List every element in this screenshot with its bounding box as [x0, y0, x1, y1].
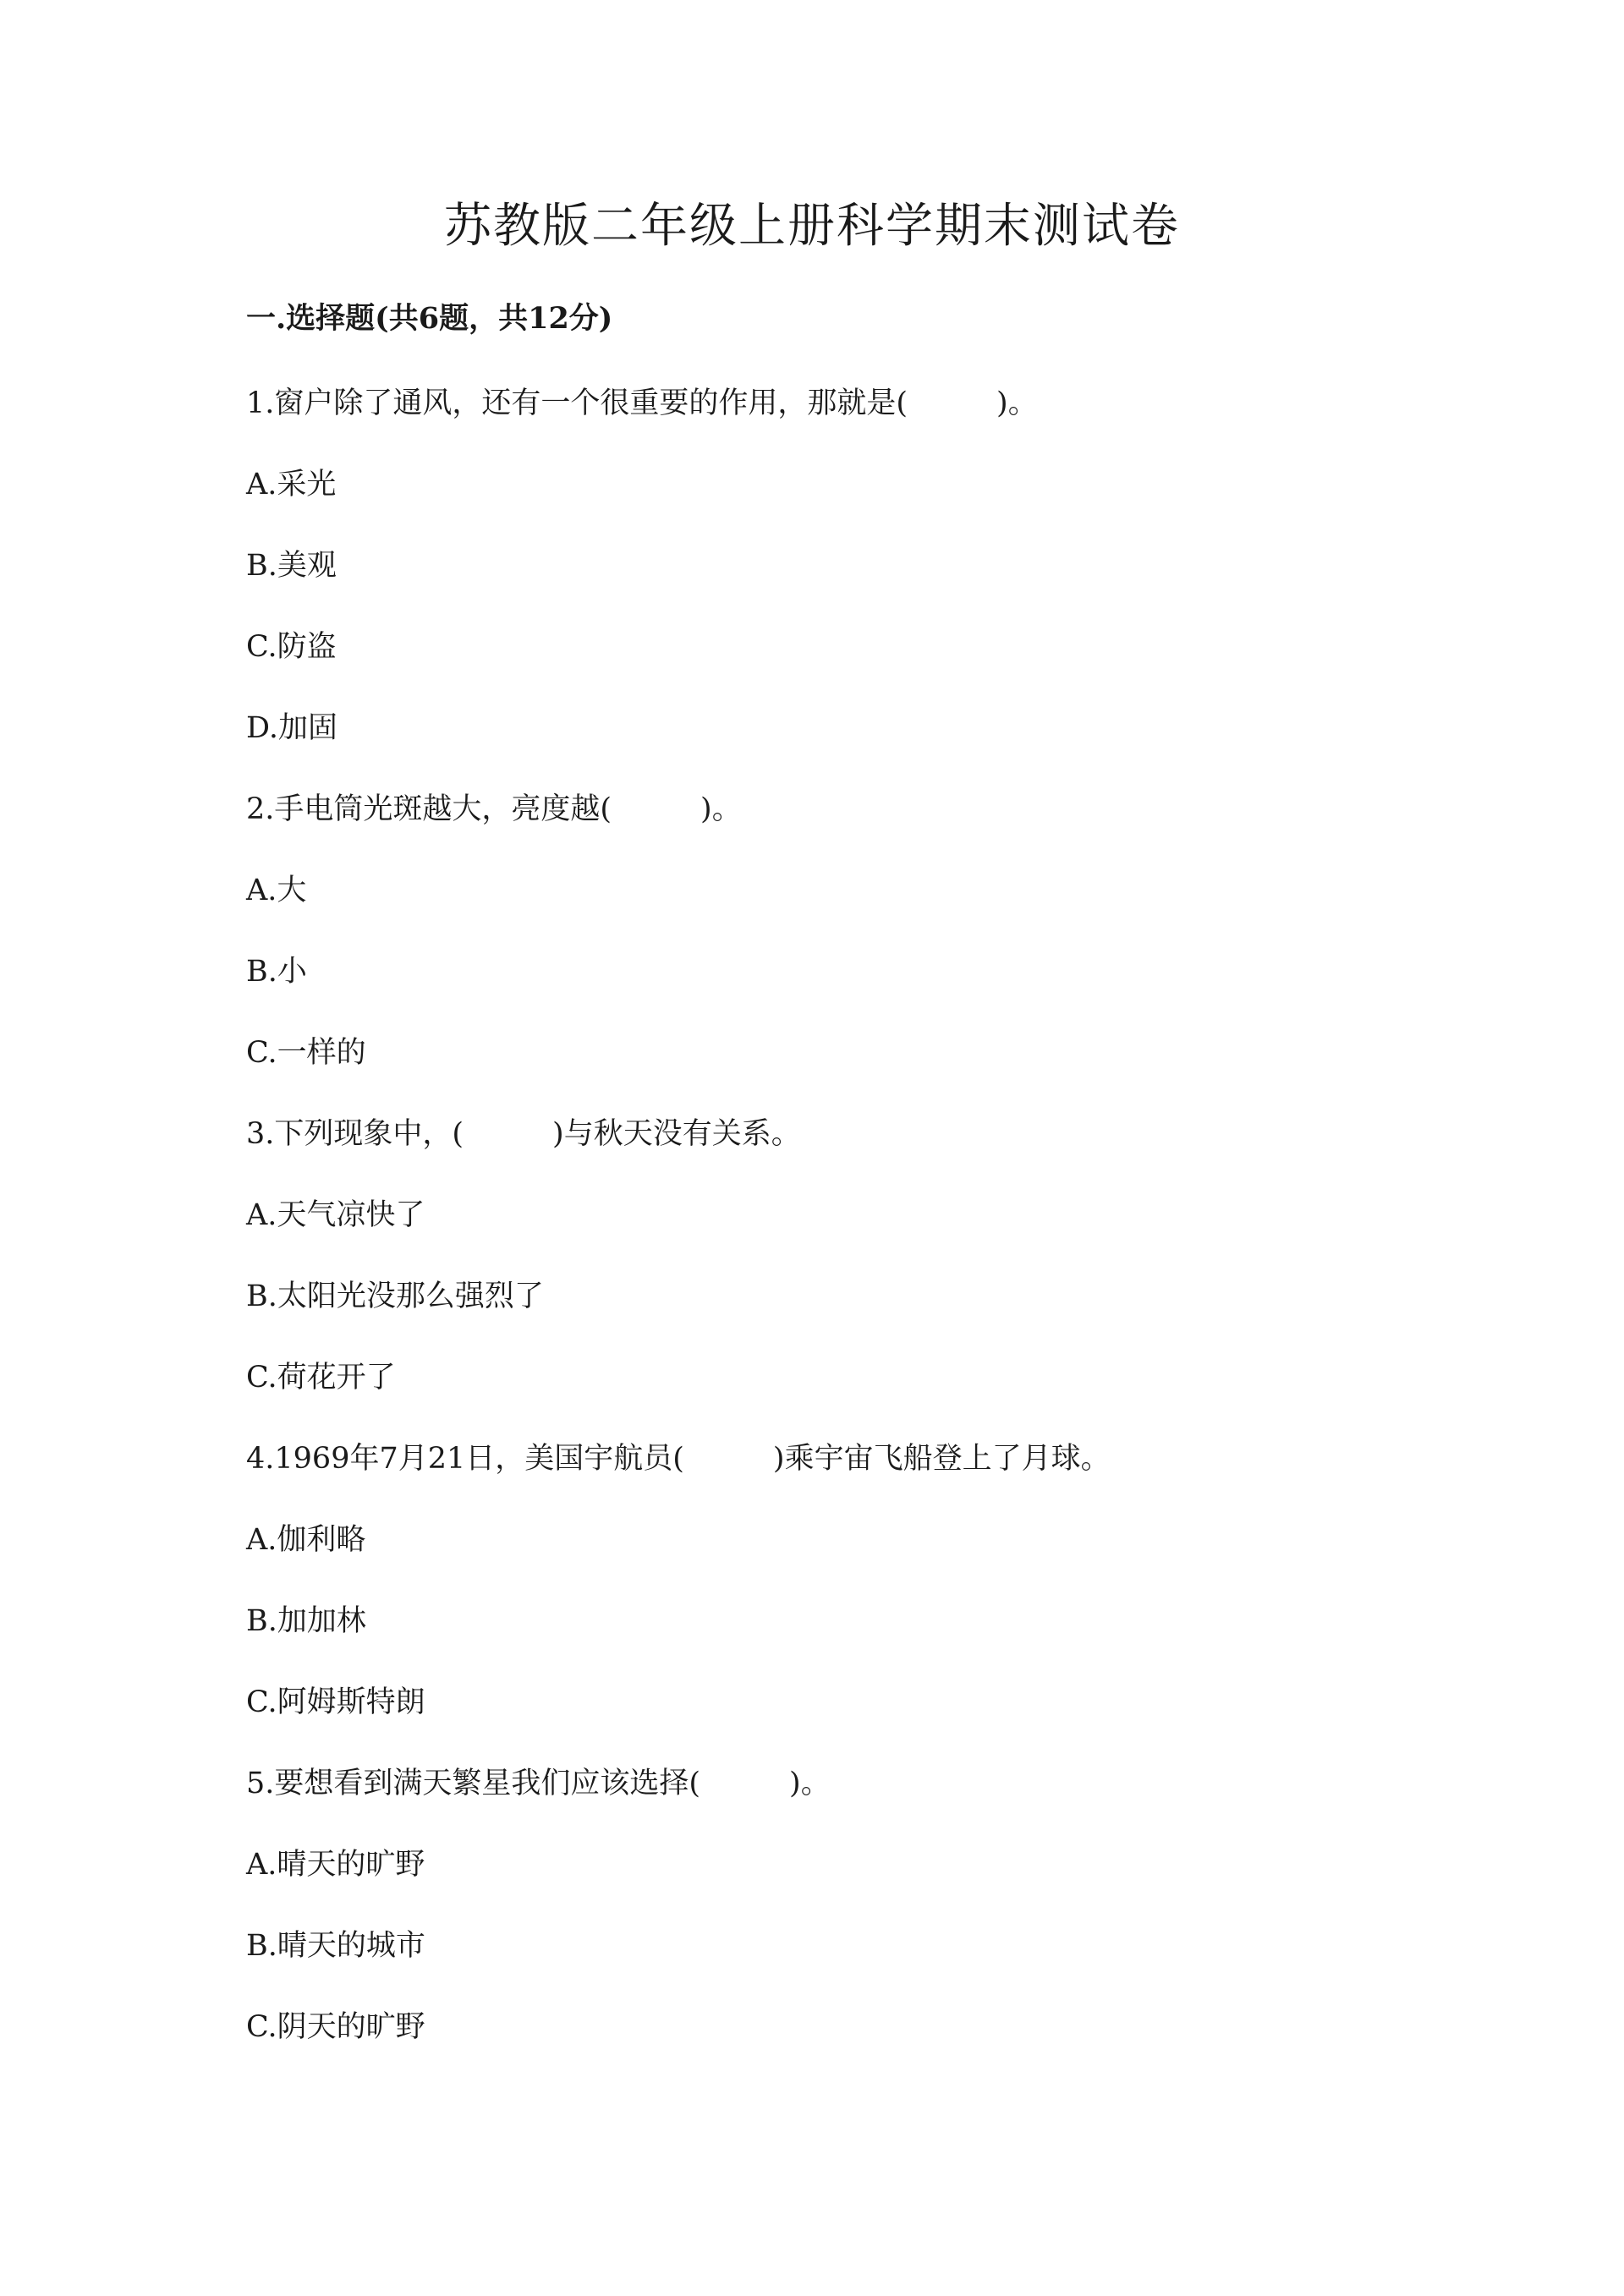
answer-option: A.伽利略: [246, 1523, 366, 1557]
answer-option: B.加加林: [246, 1604, 366, 1638]
answer-option: B.小: [246, 955, 307, 989]
question-stem: 5.要想看到满天繁星我们应该选择( )。: [246, 1767, 831, 1800]
question-stem: 4.1969年7月21日，美国宇航员( )乘宇宙飞船登上了月球。: [246, 1442, 1111, 1476]
page-title: 苏教版二年级上册科学期末测试卷: [444, 199, 1180, 254]
section-heading: 一.选择题(共6题，共12分): [246, 301, 613, 336]
question-stem: 3.下列现象中，( )与秋天没有关系。: [246, 1117, 801, 1151]
answer-option: C.阿姆斯特朗: [246, 1685, 425, 1719]
answer-option: B.太阳光没那么强烈了: [246, 1280, 544, 1313]
answer-option: D.加固: [246, 711, 337, 745]
answer-option: A.晴天的旷野: [246, 1848, 425, 1882]
answer-option: B.晴天的城市: [246, 1929, 425, 1963]
answer-option: A.天气凉快了: [246, 1198, 425, 1232]
answer-option: C.防盗: [246, 630, 337, 664]
answer-option: A.采光: [246, 468, 337, 501]
answer-option: B.美观: [246, 549, 337, 583]
question-stem: 1.窗户除了通风，还有一个很重要的作用，那就是( )。: [246, 386, 1038, 420]
answer-option: C.阴天的旷野: [246, 2010, 425, 2044]
answer-option: C.荷花开了: [246, 1361, 396, 1395]
answer-option: A.大: [246, 874, 307, 907]
answer-option: C.一样的: [246, 1036, 366, 1070]
question-stem: 2.手电筒光斑越大，亮度越( )。: [246, 792, 742, 826]
